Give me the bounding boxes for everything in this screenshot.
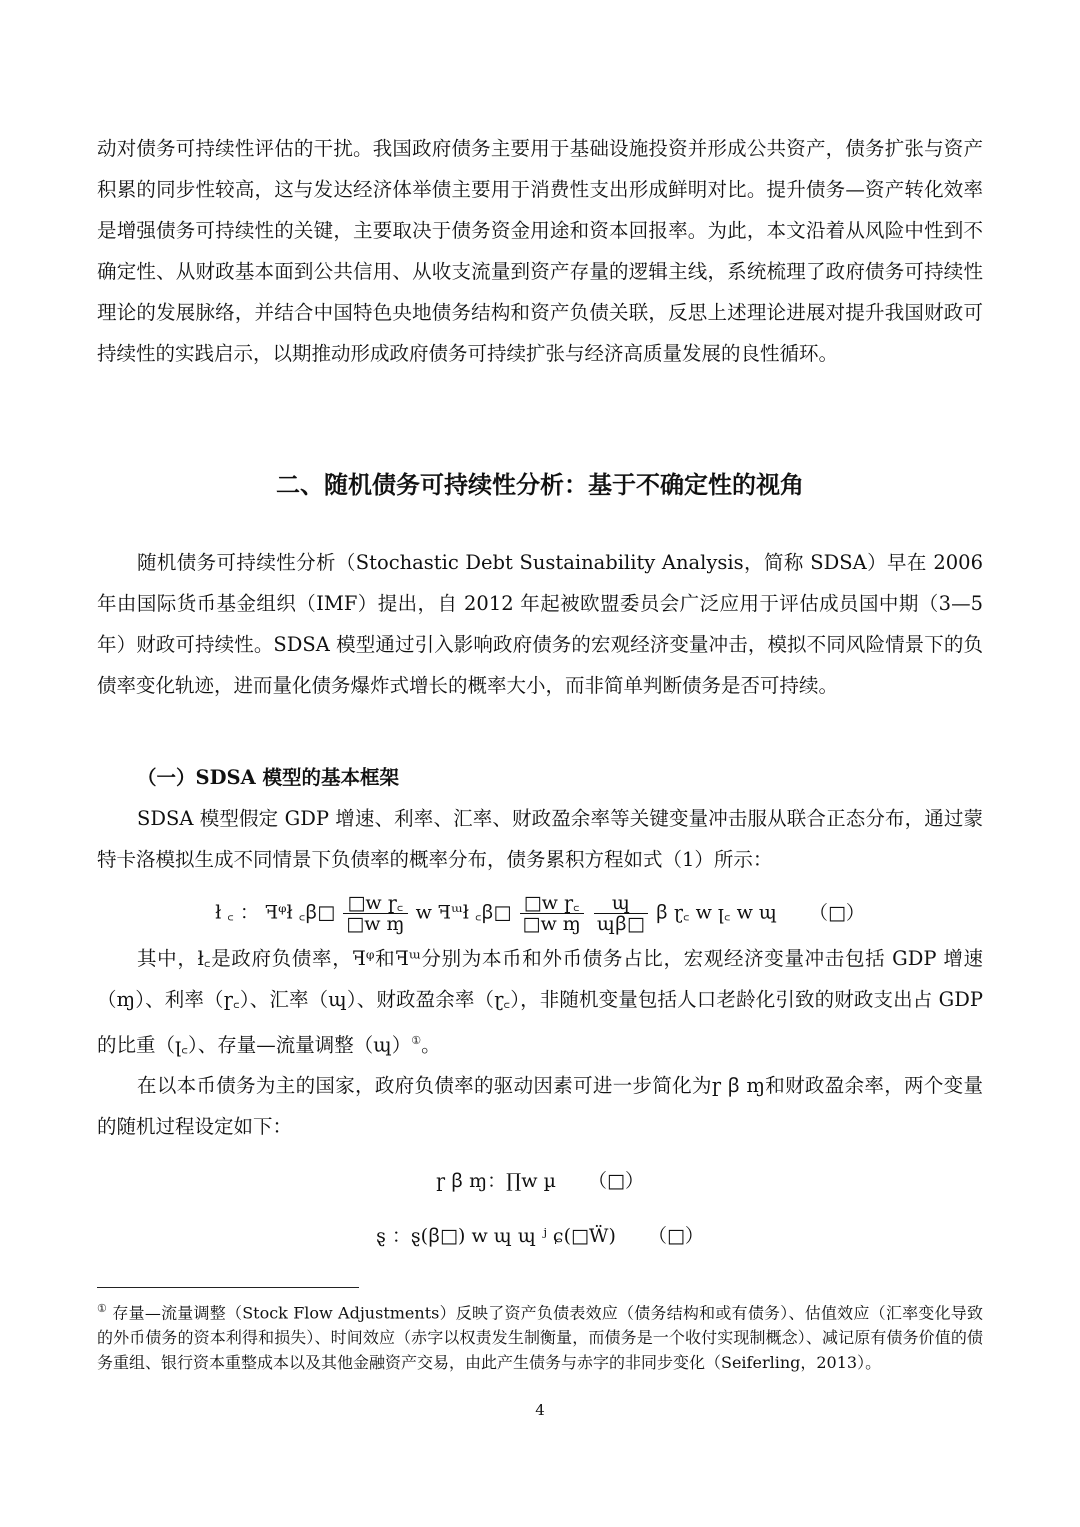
intro-paragraph: 动对债务可持续性评估的干扰。我国政府债务主要用于基础设施投资并形成公共资产，债务扩张与资产积累的同步性较高，这与发达经济体举债主要用于消费性支出形成鲜明对比。提升债务—资产转化效率是增强债务可持续性的关键，主要取决于债务资金用途和资本回报率。为此，本文沿着从风险中性到不确定性、从财政基本面到公共信用、从收支流量到资产存量的逻辑主线，系统梳理了政府债务可持续性理论的发展脉络，并结合中国特色央地债务结构和资产负债关联，反思上述理论进展对提升我国财政可持续性的实践启示，以期推动形成政府债务可持续扩张与经济高质量发展的良性循环。 <box>97 137 983 365</box>
equation-2-number: （□） <box>588 1170 644 1192</box>
footnote-divider <box>97 1287 359 1288</box>
equation-1-term1: ꟻᵠł ꜀ꞵ□ <box>264 901 336 924</box>
fraction-denominator: □w ɱ <box>346 913 405 935</box>
equation-3-body: ȿ ：ȿ(ꞵ□) w ɰ ɰ ʲ ɕ(□Ẅ) <box>376 1225 616 1247</box>
equation-1-term2: w ꟻᵚł ꜀ꞵ□ <box>415 901 512 924</box>
variables-paragraph <box>97 938 983 1066</box>
variables-text: 其中，ł꜀是政府负债率，ꟻᵠ和ꟻᵚ分别为本币和外币债务占比，宏观经济变量冲击包括 GDP 增速（ɱ）、利率（ɼ꜀）、汇率（ɰ）、财政盈余率（ɽ꜀），非随机变量包括人口老龄化引致的财政支出占 GDP 的比重（ꞁ꜀）、存量—流量调整（ɰ） <box>97 947 983 1057</box>
fraction-numerator: ɰ <box>594 893 648 914</box>
footnote-mark: ① <box>97 1302 108 1315</box>
model-assumption-paragraph: SDSA 模型假定 GDP 增速、利率、汇率、财政盈余率等关键变量冲击服从联合正态分布，通过蒙特卡洛模拟生成不同情景下负债率的概率分布，债务累积方程如式（1）所示： <box>97 807 983 871</box>
footnote-reference[interactable]: ① <box>411 1034 422 1047</box>
fraction-denominator: □w ɱ <box>522 913 581 935</box>
equation-3 <box>0 1221 1080 1251</box>
equation-1-number: （□） <box>808 901 865 924</box>
sdsa-intro-paragraph: 随机债务可持续性分析（Stochastic Debt Sustainability Analysis，简称 SDSA）早在 2006 年由国际货币基金组织（IMF）提出，自 2012 年起被欧盟委员会广泛应用于评估成员国中期（3—5 年）财政可持续性。SDSA 模型通过引入影响政府债务的宏观经济变量冲击，模拟不同风险情景下的负债率变化轨迹，进而量化债务爆炸式增长的概率大小，而非简单判断债务是否可持续。 <box>97 551 983 697</box>
fraction-denominator: ɰꞵ□ <box>596 913 645 935</box>
variables-text-end: 。 <box>421 1033 441 1057</box>
equation-1 <box>0 893 1080 934</box>
fraction-numerator: □w ɼ꜀ <box>343 893 407 914</box>
subsection-heading: （一）SDSA 模型的基本框架 <box>137 766 399 789</box>
page-number: 4 <box>535 1401 545 1419</box>
equation-2 <box>0 1166 1080 1196</box>
simplification-paragraph: 在以本币债务为主的国家，政府负债率的驱动因素可进一步简化为ɼ ꞵ ɱ和财政盈余率，两个变量的随机过程设定如下： <box>97 1074 983 1138</box>
footnote <box>97 1296 983 1375</box>
equation-1-fraction-3 <box>594 893 648 934</box>
equation-1-fraction-2 <box>520 893 584 934</box>
fraction-numerator: □w ɼ꜀ <box>520 893 584 914</box>
section-heading: 二、随机债务可持续性分析：基于不确定性的视角 <box>276 470 804 499</box>
footnote-text: 存量—流量调整（Stock Flow Adjustments）反映了资产负债表效应（债务结构和或有债务）、估值效应（汇率变化导致的外币债务的资本利得和损失）、时间效应（赤字以权责发生制衡量，而债务是一个收付实现制概念）、减记原有债务价值的债务重组、银行资本重整成本以及其他金融资产交易，由此产生债务与赤字的非同步变化（Seiferling，2013）。 <box>97 1303 983 1373</box>
equation-1-term3: ꞵ ɽ꜀ w ꞁ꜀ w ɰ <box>655 901 777 924</box>
equation-3-number: （□） <box>647 1225 704 1247</box>
equation-1-fraction-1 <box>343 893 407 934</box>
equation-2-body: ɼ ꞵ ɱ：∏w µ <box>436 1170 556 1192</box>
equation-1-lhs: ł ꜀ ： <box>215 901 259 924</box>
